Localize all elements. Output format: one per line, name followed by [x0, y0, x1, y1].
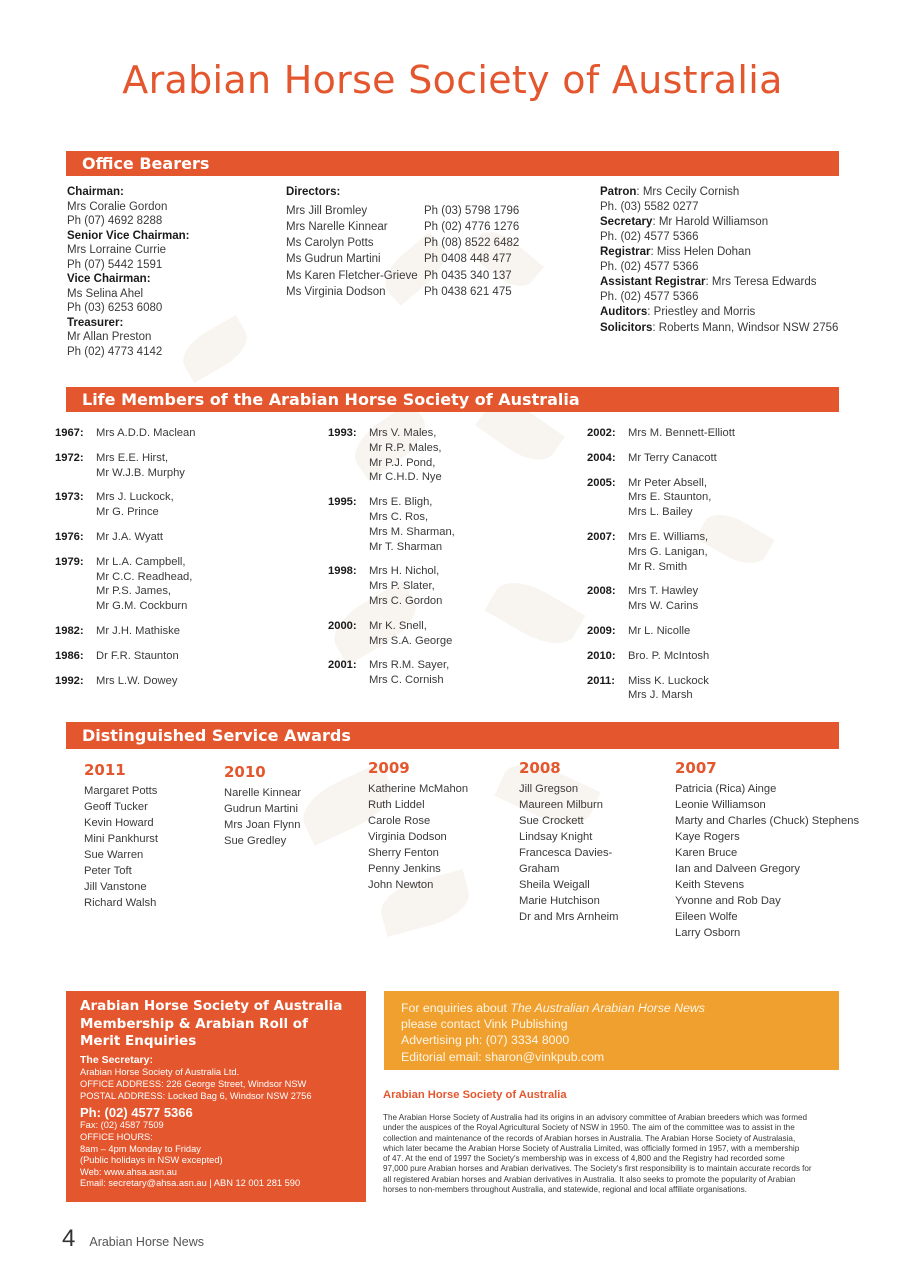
officer-phone: Ph. (02) 4577 5366	[600, 290, 699, 303]
about-heading: Arabian Horse Society of Australia	[383, 1089, 567, 1101]
award-recipient: Katherine McMahon	[368, 783, 469, 795]
about-line: 97,000 pure Arabian horses and Arabian derivatives. The Society's first responsibility is to maintain accurate records for	[383, 1164, 812, 1174]
life-member-year: 1979:	[55, 555, 84, 568]
life-member-name: Mr W.J.B. Murphy	[96, 466, 185, 479]
life-members-col2	[328, 426, 568, 698]
life-member-entry	[55, 451, 295, 481]
page-footer	[62, 1225, 204, 1253]
award-year-column	[84, 761, 224, 911]
award-recipient: Geoff Tucker	[84, 801, 148, 813]
publication-title: The Australian Arabian Horse News	[510, 1001, 705, 1015]
officer-entry: Vice Chairman: Ms Selina Ahel Ph (03) 6253 6080	[67, 272, 267, 316]
life-member-name: Miss K. Luckock	[628, 674, 709, 687]
life-member-name: Mr Terry Canacott	[628, 451, 717, 464]
award-recipient: Kaye Rogers	[675, 831, 740, 843]
life-member-entry	[328, 426, 568, 485]
life-member-name: Mrs J. Luckock,	[96, 491, 174, 504]
awards-header	[66, 722, 839, 749]
award-recipient: Peter Toft	[84, 865, 132, 877]
award-recipient: Jill Vanstone	[84, 881, 147, 893]
editorial-email[interactable]: Editorial email: sharon@vinkpub.com	[401, 1049, 605, 1064]
officer-phone: Ph (03) 6253 6080	[67, 302, 163, 314]
director-name: Mrs Jill Bromley	[286, 204, 368, 217]
life-member-name: Mr Peter Absell,	[628, 476, 707, 489]
life-member-year: 2008:	[587, 585, 616, 598]
life-member-name: Mr K. Snell,	[369, 619, 427, 632]
secretary-label: The Secretary:	[80, 1053, 153, 1066]
award-recipient: John Newton	[368, 879, 434, 891]
life-member-name: Mrs E.E. Hirst,	[96, 451, 169, 464]
award-recipient: Marty and Charles (Chuck) Stephens	[675, 815, 860, 827]
award-recipient: Lindsay Knight	[519, 831, 593, 843]
award-recipient: Sheila Weigall	[519, 879, 590, 891]
contact-line: Fax: (02) 4587 7509	[80, 1120, 164, 1131]
life-members-col3	[587, 426, 827, 713]
life-member-year: 2005:	[587, 476, 616, 489]
life-member-year: 2001:	[328, 659, 357, 672]
life-member-name: Mrs A.D.D. Maclean	[96, 427, 196, 439]
director-entry	[286, 284, 546, 300]
officer-role: Solicitors	[600, 321, 653, 334]
life-member-name: Mr R.P. Males,	[369, 441, 442, 454]
officer-phone: Ph (07) 4692 8288	[67, 215, 163, 227]
director-name: Ms Gudrun Martini	[286, 253, 381, 266]
officer-name: Mrs Teresa Edwards	[711, 276, 817, 288]
life-member-name: Mrs S.A. George	[369, 634, 453, 647]
contact-line: Email: secretary@ahsa.asn.au | ABN 12 001 281 590	[80, 1178, 301, 1189]
award-recipient: Richard Walsh	[84, 897, 157, 909]
award-recipient: Dr and Mrs Arnheim	[519, 911, 619, 923]
life-members-col1	[55, 426, 295, 698]
office-bearers-col-directors: Directors: Mrs Jill Bromley Ph (03) 5798 1796 Mrs Narelle Kinnear Ph (02) 4776 1276 Ms Carolyn Potts Ph (08) 8522 6482 Ms Gudrun Martini Ph 0408 448 477 Ms Karen Fletcher-Grieve Ph 0435 340 137 Ms Virginia Dodson Ph 0438 621 475	[286, 185, 546, 300]
office-bearers-col-officers	[67, 185, 267, 359]
officer-entry: Senior Vice Chairman: Mrs Lorraine Currie Ph (07) 5442 1591	[67, 229, 267, 273]
office-bearers-header	[66, 151, 839, 176]
officer-role: Assistant Registrar	[600, 276, 706, 288]
publication-name: Arabian Horse News	[89, 1235, 204, 1249]
life-member-name: Mrs H. Nichol,	[369, 565, 440, 578]
award-recipient: Ian and Dalveen Gregory	[675, 863, 801, 875]
director-entry	[286, 203, 546, 219]
life-member-year: 1993:	[328, 427, 357, 439]
life-member-year: 2002:	[587, 427, 616, 439]
award-recipient: Yvonne and Rob Day	[675, 895, 781, 907]
membership-enquiries-heading	[80, 998, 352, 1051]
life-member-name: Mr P.J. Pond,	[369, 456, 436, 469]
life-member-name: Mrs E. Staunton,	[628, 491, 712, 504]
life-member-name: Mrs T. Hawley	[628, 585, 699, 598]
life-member-entry	[55, 624, 295, 639]
life-member-entry	[328, 495, 568, 554]
life-member-name: Mrs C. Ros,	[369, 510, 429, 523]
award-recipient: Maureen Milburn	[519, 799, 603, 811]
officer-name: Priestley and Morris	[653, 306, 756, 318]
life-member-name: Mrs V. Males,	[369, 427, 437, 439]
director-name: Mrs Narelle Kinnear	[286, 220, 388, 233]
directors-heading: Directors	[286, 186, 337, 198]
officer-name: Mr Harold Williamson	[658, 216, 769, 228]
officer-entry: Treasurer: Mr Allan Preston Ph (02) 4773 4142	[67, 316, 267, 360]
officer-role: Senior Vice Chairman	[67, 229, 186, 242]
address-line: OFFICE ADDRESS: 226 George Street, Windsor NSW	[80, 1078, 307, 1089]
secretary-address	[80, 1066, 352, 1103]
life-member-name: Mrs W. Carins	[628, 600, 699, 613]
contact-line: Web: www.ahsa.asn.au	[80, 1166, 177, 1177]
life-member-entry	[55, 674, 295, 689]
award-recipient: Keith Stevens	[675, 879, 745, 891]
life-member-name: Mr L. Nicolle	[628, 624, 691, 637]
life-member-entry	[55, 426, 295, 441]
life-member-name: Mr G. Prince	[96, 506, 159, 519]
contact-line: (Public holidays in NSW excepted)	[80, 1155, 223, 1166]
award-recipient: Mini Pankhurst	[84, 833, 158, 845]
office-bearers-heading: Office Bearers	[82, 154, 210, 173]
life-member-year: 2000:	[328, 619, 357, 632]
award-year: 2008	[519, 759, 561, 777]
director-phone: Ph 0408 448 477	[424, 253, 512, 266]
award-recipient: Sue Gredley	[224, 835, 287, 847]
life-member-year: 1982:	[55, 624, 84, 637]
membership-enquiries-box	[66, 991, 366, 1202]
life-member-name: Mrs C. Gordon	[369, 594, 443, 607]
life-member-entry	[587, 584, 827, 614]
director-entry	[286, 251, 546, 267]
award-recipient: Gudrun Martini	[224, 803, 298, 815]
life-member-year: 1976:	[55, 530, 84, 543]
enquiries-heading-line: Arabian Horse Society of Australia	[80, 998, 343, 1014]
officer-phone: Ph (02) 4773 4142	[67, 345, 163, 358]
officer-phone: Ph. (02) 4577 5366	[600, 260, 699, 273]
life-member-entry	[587, 674, 827, 704]
award-year: 2009	[368, 759, 410, 777]
life-member-name: Mrs E. Williams,	[628, 530, 709, 543]
life-member-name: Mrs J. Marsh	[628, 689, 693, 702]
officer-entry: Auditors: Priestley and Morris	[600, 306, 756, 318]
life-member-name: Mr T. Sharman	[369, 540, 443, 553]
officer-role: Chairman	[67, 186, 121, 198]
life-member-name: Mrs M. Sharman,	[369, 525, 455, 538]
life-member-year: 2007:	[587, 530, 616, 543]
officer-phone: Ph (07) 5442 1591	[67, 258, 163, 271]
life-member-name: Mr C.H.D. Nye	[369, 471, 442, 484]
page-title: Arabian Horse Society of Australia	[122, 58, 783, 102]
life-member-name: Mr C.C. Readhead,	[96, 570, 193, 583]
life-member-name: Mr R. Smith	[628, 560, 688, 573]
news-enquiries-box	[384, 991, 839, 1070]
award-recipient: Sue Warren	[84, 849, 144, 861]
enquiries-line2: please contact Vink Publishing	[401, 1017, 568, 1032]
life-member-entry	[55, 555, 295, 614]
director-name: Ms Karen Fletcher-Grieve	[286, 269, 418, 282]
life-member-year: 2011:	[587, 674, 615, 687]
secretary-details	[80, 1120, 352, 1190]
officer-role: Treasurer	[67, 316, 120, 329]
life-member-entry	[55, 490, 295, 520]
life-member-name: Mrs M. Bennett-Elliott	[628, 427, 735, 439]
secretary-phone: Ph: (02) 4577 5366	[80, 1105, 193, 1121]
life-member-entry	[55, 530, 295, 545]
director-name: Ms Virginia Dodson	[286, 285, 386, 298]
life-member-year: 2010:	[587, 649, 616, 662]
life-member-year: 1998:	[328, 565, 357, 578]
life-member-entry	[587, 426, 827, 441]
about-line: all registered Arabian horses and Arabian derivatives in Australia. It also seeks to promote the popularity of Arabian	[383, 1174, 796, 1184]
officer-name: Mrs Lorraine Currie	[67, 244, 167, 256]
life-member-name: Mr L.A. Campbell,	[96, 555, 186, 568]
life-member-entry	[328, 658, 568, 688]
award-recipient: Marie Hutchison	[519, 895, 600, 907]
life-member-year: 1973:	[55, 491, 84, 504]
enquiries-heading-line: Merit Enquiries	[80, 1033, 197, 1049]
officer-entry: Patron: Mrs Cecily Cornish Ph. (03) 5582 0277	[600, 185, 870, 214]
life-member-entry	[587, 624, 827, 639]
life-member-name: Mr G.M. Cockburn	[96, 600, 188, 613]
life-member-year: 2004:	[587, 451, 616, 464]
director-phone: Ph (08) 8522 6482	[424, 237, 520, 250]
award-recipient: Kevin Howard	[84, 817, 154, 829]
advertising-phone: Advertising ph: (07) 3334 8000	[401, 1033, 570, 1048]
award-year-column	[368, 759, 508, 893]
life-member-entry	[328, 619, 568, 649]
director-name: Ms Carolyn Potts	[286, 237, 374, 250]
officer-entry: Chairman: Mrs Coralie Gordon Ph (07) 4692 8288	[67, 185, 267, 229]
life-member-name: Mrs E. Bligh,	[369, 496, 433, 509]
enquiries-line1: For enquiries about	[401, 1001, 511, 1015]
award-year-column	[675, 759, 875, 941]
award-year-column	[224, 763, 364, 849]
award-year: 2010	[224, 763, 266, 781]
life-member-name: Mrs L.W. Dowey	[96, 674, 178, 687]
award-recipient: Patricia (Rica) Ainge	[675, 783, 777, 795]
about-section	[383, 1089, 853, 1195]
contact-line: OFFICE HOURS:	[80, 1131, 153, 1142]
life-member-entry	[587, 530, 827, 574]
officer-role: Vice Chairman	[67, 273, 147, 285]
life-member-name: Bro. P. McIntosh	[628, 649, 710, 662]
page-number: 4	[62, 1225, 76, 1252]
award-recipient: Leonie Williamson	[675, 799, 766, 811]
life-member-entry	[587, 649, 827, 664]
officer-name: Mr Allan Preston	[67, 331, 152, 343]
officer-entry: Secretary: Mr Harold Williamson Ph. (02) 4577 5366	[600, 215, 870, 244]
award-recipient: Eileen Wolfe	[675, 911, 738, 923]
life-members-header	[66, 387, 839, 412]
life-member-name: Mr P.S. James,	[96, 585, 172, 598]
officer-name: Ms Selina Ahel	[67, 287, 144, 300]
officer-phone: Ph. (02) 4577 5366	[600, 230, 699, 243]
address-line: POSTAL ADDRESS: Locked Bag 6, Windsor NSW 2756	[80, 1091, 312, 1102]
officer-entry: Solicitors: Roberts Mann, Windsor NSW 2756	[600, 321, 839, 334]
life-member-year: 1995:	[328, 496, 357, 509]
life-member-name: Mrs R.M. Sayer,	[369, 659, 450, 672]
officer-role: Auditors	[600, 306, 648, 318]
award-recipient: Karen Bruce	[675, 847, 738, 859]
award-recipient: Carole Rose	[368, 815, 431, 827]
about-line: which later became the Arabian Horse Society of Australia Limited, was officially formed in 1957, with a membership	[383, 1143, 800, 1153]
officer-entry: Registrar: Miss Helen Dohan Ph. (02) 4577 5366	[600, 245, 870, 274]
life-member-name: Mrs C. Cornish	[369, 674, 444, 687]
award-recipient: Sherry Fenton	[368, 847, 439, 859]
life-member-name: Dr F.R. Staunton	[96, 649, 179, 662]
enquiries-heading-line: Membership & Arabian Roll of	[80, 1015, 308, 1032]
award-year: 2007	[675, 759, 717, 777]
director-entry	[286, 268, 546, 284]
life-member-year: 1992:	[55, 674, 84, 687]
awards-heading: Distinguished Service Awards	[82, 726, 351, 745]
award-recipient: Jill Gregson	[519, 783, 579, 795]
award-recipient: Larry Osborn	[675, 927, 741, 939]
life-member-entry	[587, 476, 827, 520]
life-member-name: Mr J.H. Mathiske	[96, 624, 180, 637]
officer-role: Secretary	[600, 216, 653, 228]
office-bearers-col-patron	[600, 185, 870, 336]
officer-name: Miss Helen Dohan	[656, 246, 751, 258]
life-member-entry	[328, 564, 568, 608]
award-recipient: Narelle Kinnear	[224, 787, 302, 799]
life-member-year: 1967:	[55, 427, 84, 439]
award-recipient: Margaret Potts	[84, 785, 158, 797]
about-line: of 47. At the end of 1997 the Society's membership was in excess of 4,800 and the Registry had recorded some	[383, 1154, 785, 1164]
officer-name: Mrs Coralie Gordon	[67, 200, 168, 213]
about-line: collection and maintenance of the records of Arabian horses in Australia. The Arabian Horse Society of Australasia,	[383, 1133, 796, 1143]
life-member-entry	[55, 649, 295, 664]
life-member-name: Mrs L. Bailey	[628, 506, 693, 519]
contact-line: 8am – 4pm Monday to Friday	[80, 1143, 201, 1154]
life-member-entry	[587, 451, 827, 466]
award-recipient: Virginia Dodson	[368, 831, 447, 843]
award-year-column	[519, 759, 631, 925]
about-line: horses to non-members throughout Australia, and statewide, regional and local affiliate organisations.	[383, 1185, 747, 1195]
life-member-name: Mrs G. Lanigan,	[628, 545, 708, 558]
life-members-heading: Life Members of the Arabian Horse Society of Australia	[82, 390, 580, 409]
award-recipient: Penny Jenkins	[368, 863, 441, 875]
life-member-year: 1972:	[55, 451, 84, 464]
director-phone: Ph 0435 340 137	[424, 269, 512, 282]
officer-phone: Ph. (03) 5582 0277	[600, 200, 699, 213]
about-text	[383, 1113, 853, 1195]
director-phone: Ph (02) 4776 1276	[424, 220, 520, 233]
award-recipient: Sue Crockett	[519, 815, 584, 827]
officer-entry: Assistant Registrar: Mrs Teresa Edwards Ph. (02) 4577 5366	[600, 275, 870, 304]
about-line: The Arabian Horse Society of Australia had its origins in an advisory committee of Arabian breeders which was formed	[383, 1113, 808, 1122]
officer-name: Roberts Mann, Windsor NSW 2756	[658, 321, 839, 334]
award-year: 2011	[84, 761, 126, 779]
award-recipient: Mrs Joan Flynn	[224, 819, 301, 831]
awards-columns	[0, 761, 905, 951]
director-phone: Ph 0438 621 475	[424, 285, 512, 298]
director-entry	[286, 235, 546, 251]
director-entry	[286, 219, 546, 235]
officer-role: Patron	[600, 186, 637, 198]
life-member-name: Mrs P. Slater,	[369, 580, 435, 593]
life-member-name: Mr J.A. Wyatt	[96, 530, 164, 543]
officer-role: Registrar	[600, 246, 651, 258]
officer-name: Mrs Cecily Cornish	[642, 186, 740, 198]
life-member-year: 1986:	[55, 649, 84, 662]
award-recipient: Francesca Davies-Graham	[519, 847, 613, 875]
about-line: under the auspices of the Royal Agricultural Society of NSW in 1950. The aim of the committee was to assist in the	[383, 1123, 795, 1133]
award-recipient: Ruth Liddel	[368, 799, 425, 811]
director-phone: Ph (03) 5798 1796	[424, 204, 520, 217]
life-member-year: 2009:	[587, 624, 616, 637]
address-line: Arabian Horse Society of Australia Ltd.	[80, 1066, 240, 1077]
